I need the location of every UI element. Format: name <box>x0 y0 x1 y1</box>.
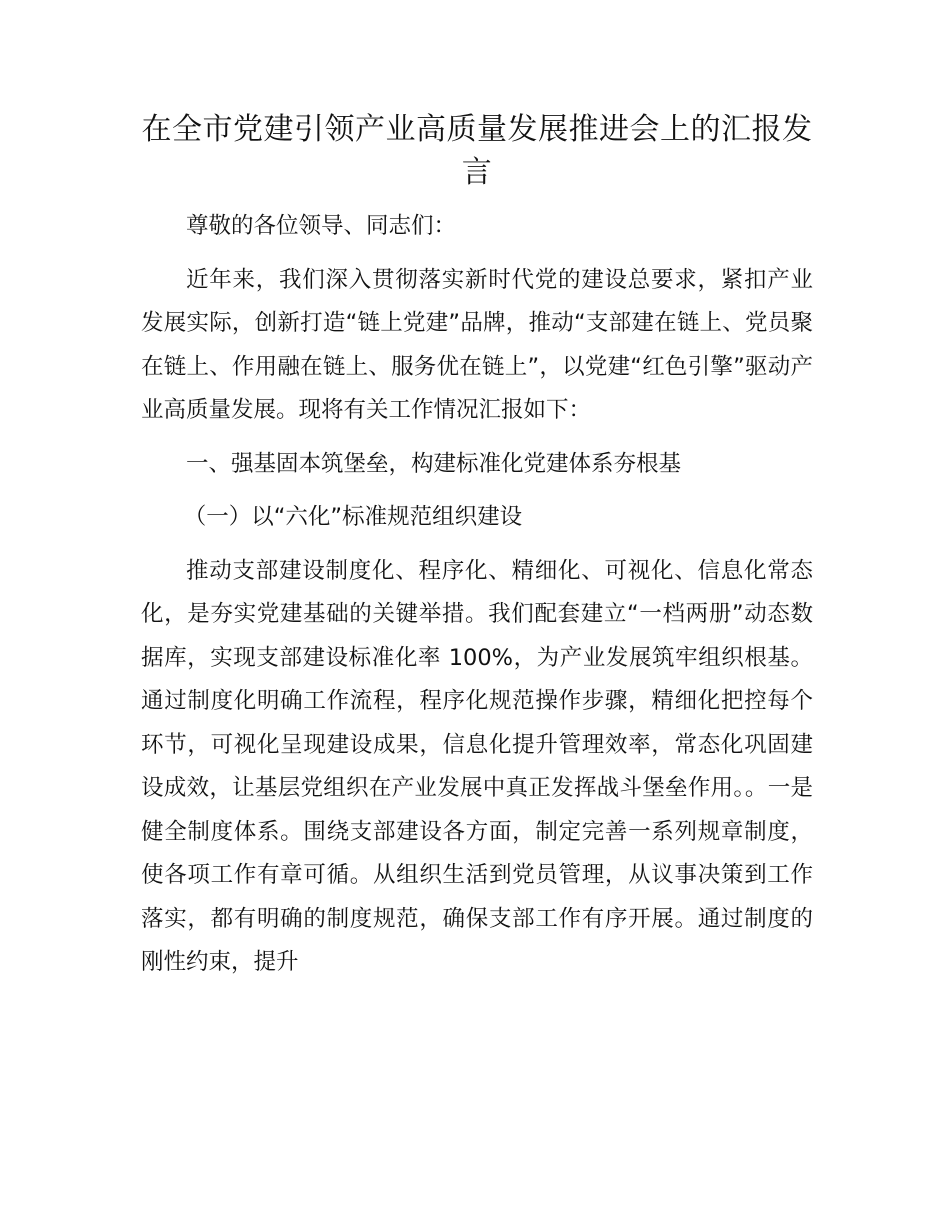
intro-paragraph: 近年来，我们深入贯彻落实新时代党的建设总要求，紧扣产业发展实际，创新打造“链上党建”品牌，推动“支部建在链上、党员聚在链上、作用融在链上、服务优在链上”，以党建“红色引擎”驱动产业高质量发展。现将有关工作情况汇报如下： <box>141 266 813 423</box>
document-page <box>141 108 813 985</box>
document-title: 在全市党建引领产业高质量发展推进会上的汇报发言 <box>141 112 813 190</box>
section-heading-1: 一、强基固本筑堡垒，构建标准化党建体系夯根基 <box>186 450 682 477</box>
body-paragraph: 推动支部建设制度化、程序化、精细化、可视化、信息化常态化，是夯实党建基础的关键举措。我们配套建立“一档两册”动态数据库，实现支部建设标准化率 100%，为产业发展筑牢组织根基。通过制度化明确工作流程，程序化规范操作步骤，精细化把控每个环节，可视化呈现建设成果，信息化提升管理效率，常态化巩固建设成效，让基层党组织在产业发展中真正发挥战斗堡垒作用。。一是健全制度体系。围绕支部建设各方面，制定完善一系列规章制度，使各项工作有章可循。从组织生活到党员管理，从议事决策到工作落实，都有明确的制度规范，确保支部工作有序开展。通过制度的刚性约束，提升 <box>141 557 813 975</box>
salutation: 尊敬的各位领导、同志们： <box>186 213 457 239</box>
subsection-heading-1: （一）以“六化”标准规范组织建设 <box>183 504 523 530</box>
